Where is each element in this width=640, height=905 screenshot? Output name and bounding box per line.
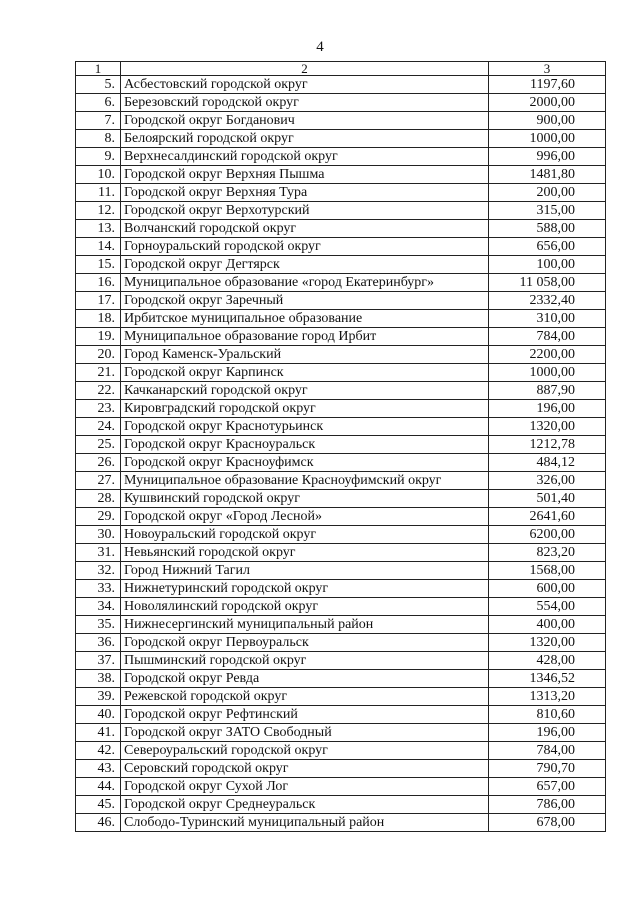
municipality-name-cell: Верхнесалдинский городской округ — [121, 148, 489, 166]
municipality-name-cell: Городской округ Заречный — [121, 292, 489, 310]
table-row — [76, 490, 606, 508]
municipality-name-cell: Асбестовский городской округ — [121, 76, 489, 94]
municipality-name-cell: Серовский городской округ — [121, 760, 489, 778]
row-number-cell: 13. — [76, 220, 121, 238]
table-row — [76, 364, 606, 382]
page-number: 4 — [316, 39, 324, 55]
table-row — [76, 130, 606, 148]
municipality-name-cell: Городской округ Красноуральск — [121, 436, 489, 454]
table-row — [76, 328, 606, 346]
row-number-cell: 5. — [76, 76, 121, 94]
table-row — [76, 418, 606, 436]
table-row — [76, 616, 606, 634]
amount-cell: 790,70 — [489, 760, 606, 778]
municipality-name-cell: Городской округ Дегтярск — [121, 256, 489, 274]
allocation-table — [75, 61, 606, 832]
amount-cell: 2332,40 — [489, 292, 606, 310]
table-row — [76, 184, 606, 202]
amount-cell: 2000,00 — [489, 94, 606, 112]
amount-cell: 310,00 — [489, 310, 606, 328]
row-number-cell: 19. — [76, 328, 121, 346]
row-number-cell: 38. — [76, 670, 121, 688]
column-header-name: 2 — [121, 62, 489, 76]
amount-cell: 428,00 — [489, 652, 606, 670]
table-row — [76, 94, 606, 112]
table-row — [76, 742, 606, 760]
municipality-name-cell: Североуральский городской округ — [121, 742, 489, 760]
row-number-cell: 7. — [76, 112, 121, 130]
amount-cell: 784,00 — [489, 328, 606, 346]
table-row — [76, 400, 606, 418]
table-row — [76, 706, 606, 724]
table-row — [76, 76, 606, 94]
municipality-name-cell: Муниципальное образование «город Екатеринбург» — [121, 274, 489, 292]
amount-cell: 1481,80 — [489, 166, 606, 184]
table-row — [76, 580, 606, 598]
column-header-amount: 3 — [489, 62, 606, 76]
amount-cell: 810,60 — [489, 706, 606, 724]
amount-cell: 588,00 — [489, 220, 606, 238]
amount-cell: 1197,60 — [489, 76, 606, 94]
table-row — [76, 256, 606, 274]
row-number-cell: 9. — [76, 148, 121, 166]
row-number-cell: 39. — [76, 688, 121, 706]
table-row — [76, 220, 606, 238]
row-number-cell: 35. — [76, 616, 121, 634]
table-row — [76, 814, 606, 832]
amount-cell: 996,00 — [489, 148, 606, 166]
municipality-name-cell: Городской округ Верхняя Пышма — [121, 166, 489, 184]
row-number-cell: 43. — [76, 760, 121, 778]
municipality-name-cell: Режевской городской округ — [121, 688, 489, 706]
table-row — [76, 436, 606, 454]
table-row — [76, 724, 606, 742]
table-row — [76, 202, 606, 220]
amount-cell: 326,00 — [489, 472, 606, 490]
table-row — [76, 238, 606, 256]
table-row — [76, 346, 606, 364]
municipality-name-cell: Городской округ Ревда — [121, 670, 489, 688]
row-number-cell: 18. — [76, 310, 121, 328]
row-number-cell: 29. — [76, 508, 121, 526]
row-number-cell: 20. — [76, 346, 121, 364]
amount-cell: 554,00 — [489, 598, 606, 616]
amount-cell: 6200,00 — [489, 526, 606, 544]
table-row — [76, 508, 606, 526]
row-number-cell: 42. — [76, 742, 121, 760]
table-row — [76, 166, 606, 184]
municipality-name-cell: Новоуральский городской округ — [121, 526, 489, 544]
table-row — [76, 454, 606, 472]
municipality-name-cell: Горноуральский городской округ — [121, 238, 489, 256]
municipality-name-cell: Новолялинский городской округ — [121, 598, 489, 616]
amount-cell: 1320,00 — [489, 634, 606, 652]
municipality-name-cell: Город Каменск-Уральский — [121, 346, 489, 364]
row-number-cell: 15. — [76, 256, 121, 274]
amount-cell: 1000,00 — [489, 130, 606, 148]
table-row — [76, 274, 606, 292]
row-number-cell: 28. — [76, 490, 121, 508]
municipality-name-cell: Муниципальное образование Красноуфимский округ — [121, 472, 489, 490]
row-number-cell: 34. — [76, 598, 121, 616]
municipality-name-cell: Кировградский городской округ — [121, 400, 489, 418]
amount-cell: 657,00 — [489, 778, 606, 796]
row-number-cell: 12. — [76, 202, 121, 220]
municipality-name-cell: Березовский городской округ — [121, 94, 489, 112]
row-number-cell: 45. — [76, 796, 121, 814]
amount-cell: 786,00 — [489, 796, 606, 814]
municipality-name-cell: Городской округ Рефтинский — [121, 706, 489, 724]
municipality-name-cell: Городской округ ЗАТО Свободный — [121, 724, 489, 742]
amount-cell: 1313,20 — [489, 688, 606, 706]
row-number-cell: 8. — [76, 130, 121, 148]
table-row — [76, 112, 606, 130]
amount-cell: 1568,00 — [489, 562, 606, 580]
row-number-cell: 25. — [76, 436, 121, 454]
amount-cell: 100,00 — [489, 256, 606, 274]
table-row — [76, 148, 606, 166]
row-number-cell: 30. — [76, 526, 121, 544]
table-row — [76, 544, 606, 562]
amount-cell: 501,40 — [489, 490, 606, 508]
amount-cell: 600,00 — [489, 580, 606, 598]
row-number-cell: 22. — [76, 382, 121, 400]
municipality-name-cell: Нижнетуринский городской округ — [121, 580, 489, 598]
amount-cell: 656,00 — [489, 238, 606, 256]
amount-cell: 1320,00 — [489, 418, 606, 436]
row-number-cell: 24. — [76, 418, 121, 436]
municipality-name-cell: Слободо-Туринский муниципальный район — [121, 814, 489, 832]
municipality-name-cell: Невьянский городской округ — [121, 544, 489, 562]
municipality-name-cell: Ирбитское муниципальное образование — [121, 310, 489, 328]
municipality-name-cell: Городской округ Богданович — [121, 112, 489, 130]
amount-cell: 315,00 — [489, 202, 606, 220]
table-row — [76, 598, 606, 616]
row-number-cell: 14. — [76, 238, 121, 256]
amount-cell: 200,00 — [489, 184, 606, 202]
table-row — [76, 472, 606, 490]
row-number-cell: 37. — [76, 652, 121, 670]
municipality-name-cell: Городской округ Сухой Лог — [121, 778, 489, 796]
municipality-name-cell: Городской округ Верхотурский — [121, 202, 489, 220]
amount-cell: 1212,78 — [489, 436, 606, 454]
amount-cell: 400,00 — [489, 616, 606, 634]
row-number-cell: 16. — [76, 274, 121, 292]
municipality-name-cell: Волчанский городской округ — [121, 220, 489, 238]
amount-cell: 484,12 — [489, 454, 606, 472]
table-row — [76, 688, 606, 706]
table-row — [76, 778, 606, 796]
municipality-name-cell: Городской округ Верхняя Тура — [121, 184, 489, 202]
row-number-cell: 33. — [76, 580, 121, 598]
row-number-cell: 36. — [76, 634, 121, 652]
row-number-cell: 46. — [76, 814, 121, 832]
row-number-cell: 10. — [76, 166, 121, 184]
municipality-name-cell: Город Нижний Тагил — [121, 562, 489, 580]
municipality-name-cell: Белоярский городской округ — [121, 130, 489, 148]
table-row — [76, 634, 606, 652]
row-number-cell: 41. — [76, 724, 121, 742]
row-number-cell: 6. — [76, 94, 121, 112]
municipality-name-cell: Пышминский городской округ — [121, 652, 489, 670]
table-body — [76, 62, 606, 832]
row-number-cell: 17. — [76, 292, 121, 310]
table-row — [76, 796, 606, 814]
table-row — [76, 292, 606, 310]
column-header-number: 1 — [76, 62, 121, 76]
municipality-name-cell: Муниципальное образование город Ирбит — [121, 328, 489, 346]
amount-cell: 1346,52 — [489, 670, 606, 688]
table-row — [76, 526, 606, 544]
amount-cell: 196,00 — [489, 400, 606, 418]
table-row — [76, 670, 606, 688]
row-number-cell: 26. — [76, 454, 121, 472]
table-row — [76, 382, 606, 400]
amount-cell: 11 058,00 — [489, 274, 606, 292]
amount-cell: 823,20 — [489, 544, 606, 562]
amount-cell: 1000,00 — [489, 364, 606, 382]
municipality-name-cell: Нижнесергинский муниципальный район — [121, 616, 489, 634]
table-header-row — [76, 62, 606, 76]
municipality-name-cell: Качканарский городской округ — [121, 382, 489, 400]
amount-cell: 196,00 — [489, 724, 606, 742]
municipality-name-cell: Городской округ Карпинск — [121, 364, 489, 382]
amount-cell: 678,00 — [489, 814, 606, 832]
municipality-name-cell: Городской округ Краснотурьинск — [121, 418, 489, 436]
row-number-cell: 31. — [76, 544, 121, 562]
municipality-name-cell: Городской округ «Город Лесной» — [121, 508, 489, 526]
row-number-cell: 23. — [76, 400, 121, 418]
amount-cell: 900,00 — [489, 112, 606, 130]
row-number-cell: 21. — [76, 364, 121, 382]
municipality-name-cell: Кушвинский городской округ — [121, 490, 489, 508]
amount-cell: 887,90 — [489, 382, 606, 400]
municipality-name-cell: Городской округ Красноуфимск — [121, 454, 489, 472]
row-number-cell: 44. — [76, 778, 121, 796]
row-number-cell: 11. — [76, 184, 121, 202]
municipality-name-cell: Городской округ Среднеуральск — [121, 796, 489, 814]
table-row — [76, 760, 606, 778]
amount-cell: 2200,00 — [489, 346, 606, 364]
row-number-cell: 32. — [76, 562, 121, 580]
municipality-name-cell: Городской округ Первоуральск — [121, 634, 489, 652]
table-row — [76, 310, 606, 328]
table-row — [76, 652, 606, 670]
row-number-cell: 27. — [76, 472, 121, 490]
table-row — [76, 562, 606, 580]
row-number-cell: 40. — [76, 706, 121, 724]
amount-cell: 784,00 — [489, 742, 606, 760]
amount-cell: 2641,60 — [489, 508, 606, 526]
